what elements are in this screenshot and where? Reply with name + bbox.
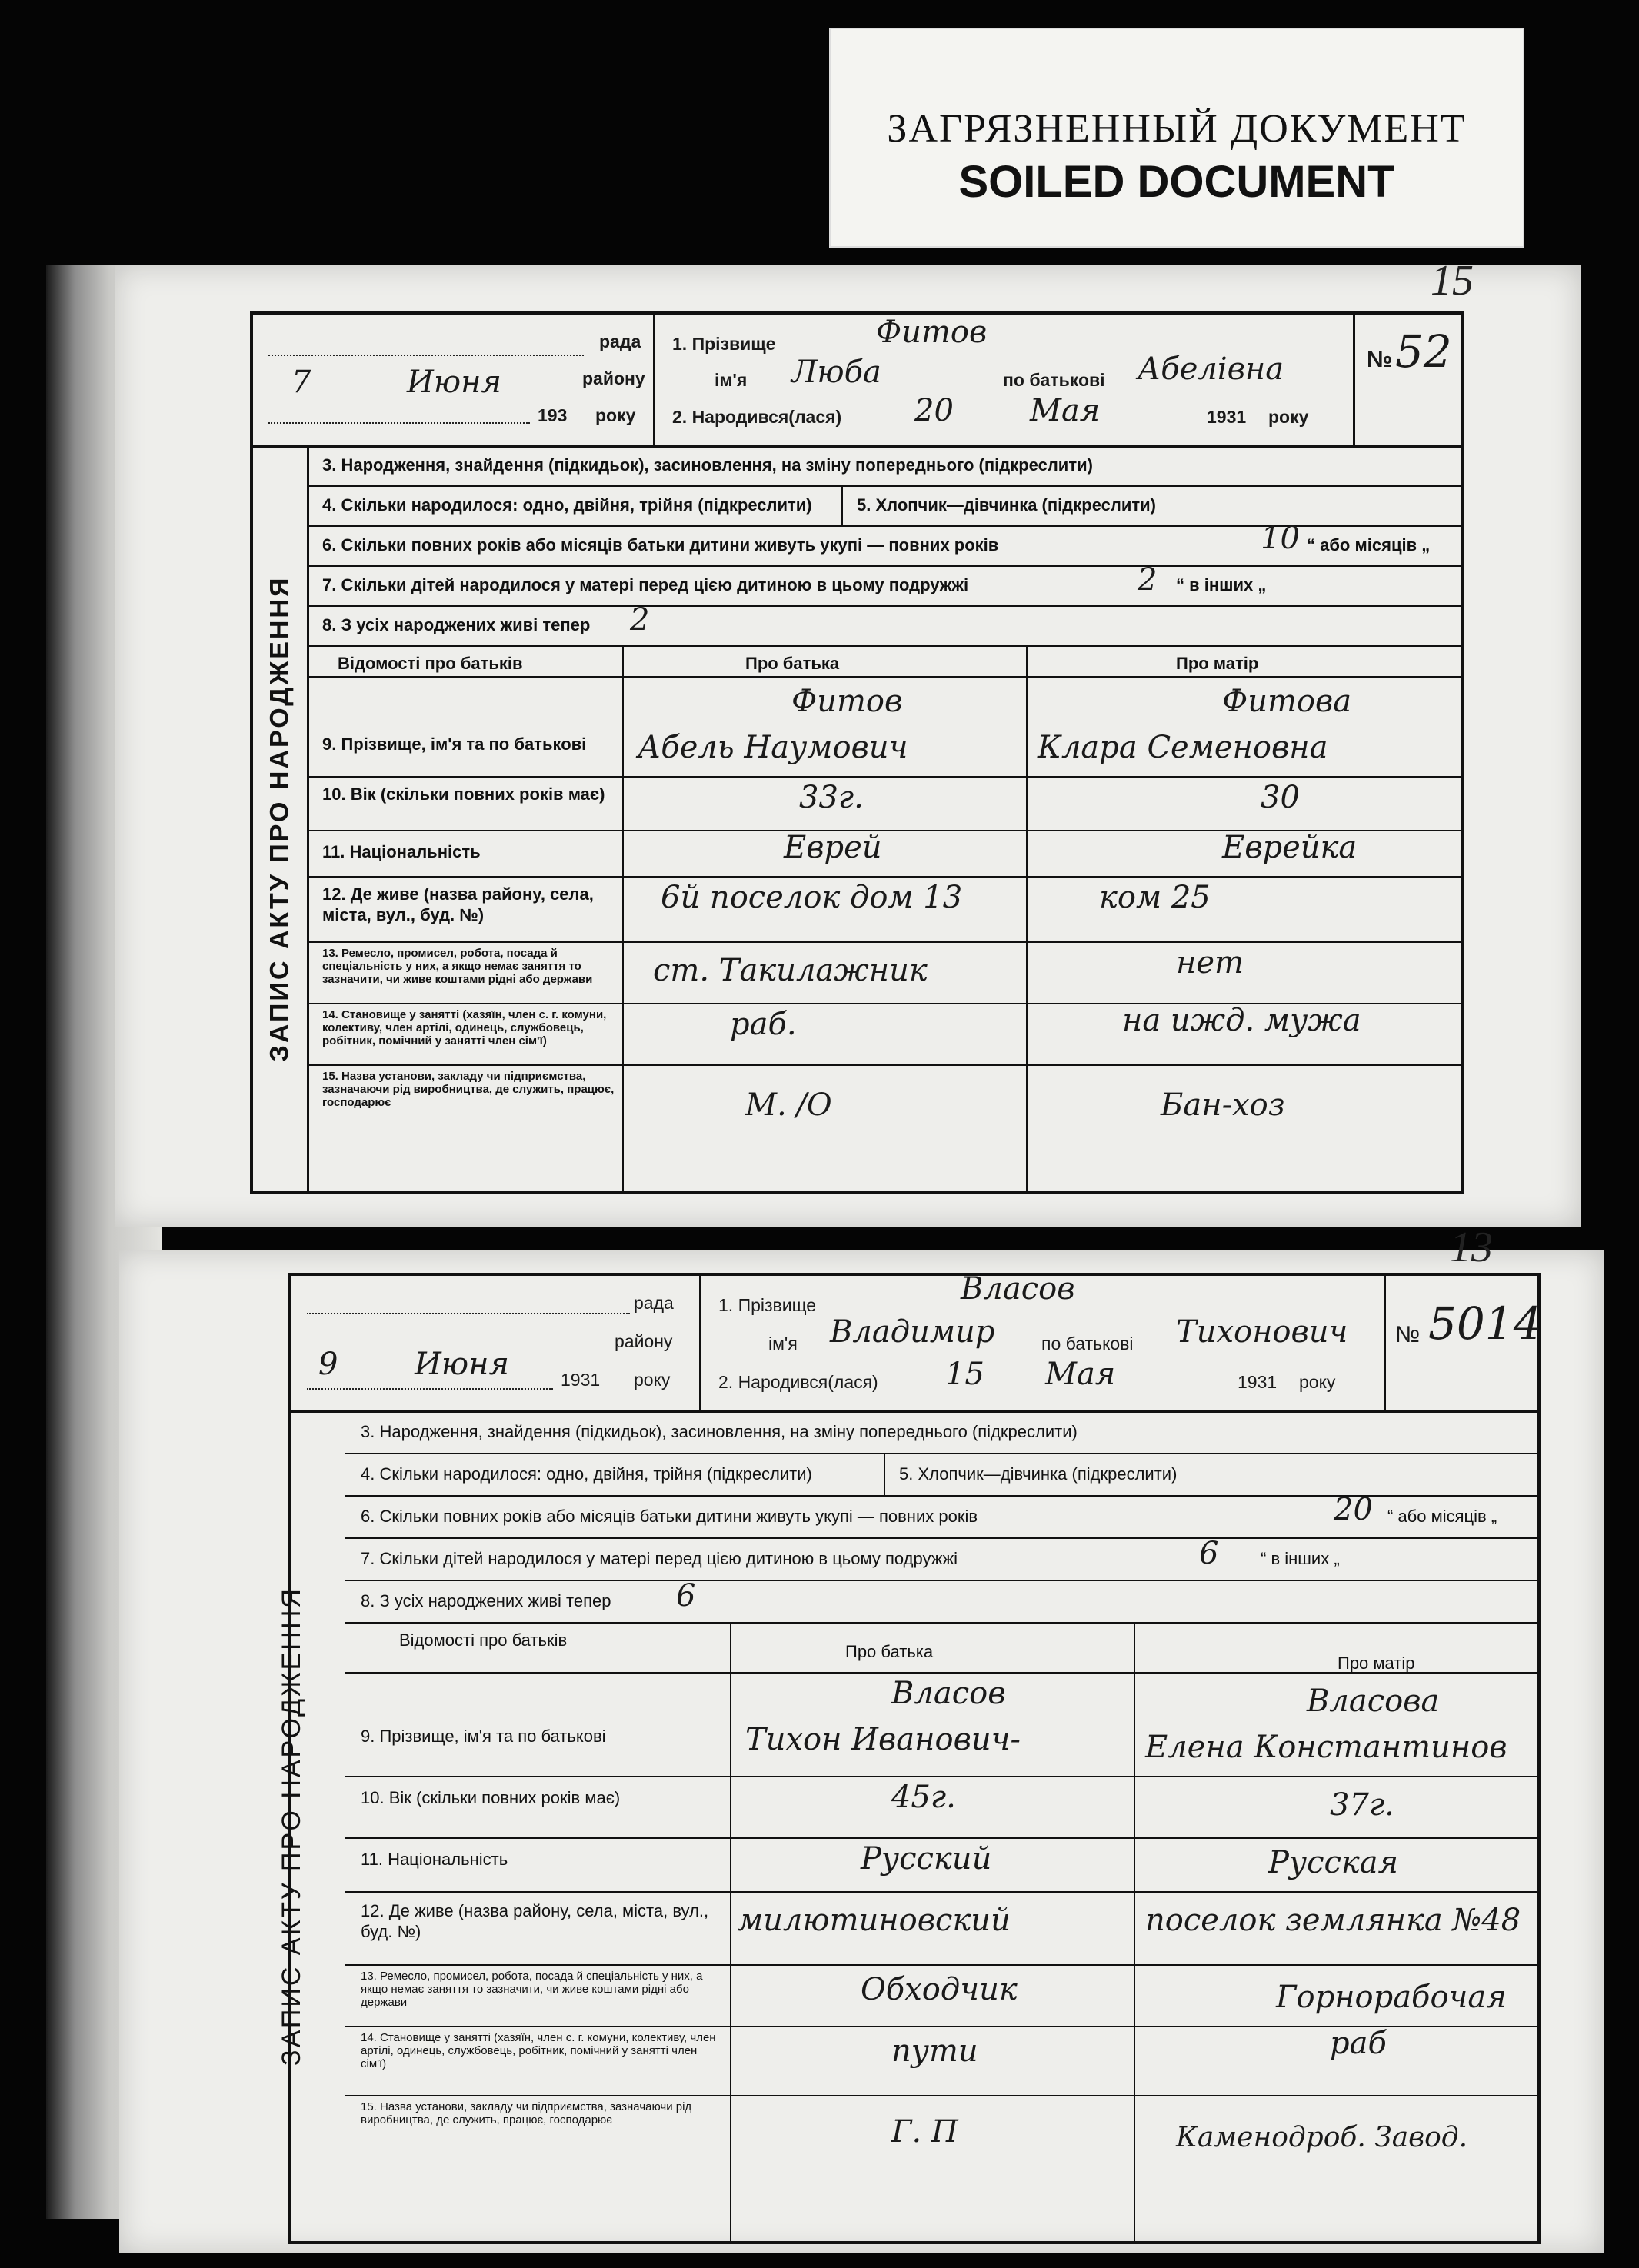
alive-now: 2 [630,602,650,638]
act-number: 5014 [1428,1297,1542,1350]
row-4-text: 4. Скільки народилося: одно, двійня, трійня (підкреслити) [361,1464,812,1484]
rada-label: рада [634,1293,674,1313]
act-number: 52 [1395,325,1452,378]
birth-year: 1931 [1207,407,1247,427]
record-page-2 [119,1224,1604,2253]
row-7 [345,1537,1537,1581]
vertical-title-text: ЗАПИС АКТУ ПРО НАРОДЖЕННЯ [276,1586,306,2066]
row-7-text: 7. Скільки дітей народилося у матері перед цією дитиною в цьому подружжі [361,1548,958,1568]
row-3 [307,445,1461,487]
r12-label: 12. Де живе (назва району, села, міста, вул., буд. №) [322,884,594,924]
father-position: раб. [730,1007,797,1042]
father-residence: 6й поселок дом 13 [661,880,963,915]
act-number-label: № [1367,347,1393,372]
years-together: 10 [1261,521,1300,556]
r13-label: 13. Ремесло, промисел, робота, посада й спеціальність у них, а якщо немає заняття то зазначити, чи живе коштами рідні або держави [322,947,593,986]
r11-label: 11. Національність [361,1850,508,1869]
col-father: Про батька [745,654,840,673]
roku-label: року [595,405,636,425]
mother-position: раб [1330,2026,1387,2061]
mother-surname: Фитова [1222,684,1352,719]
child-surname: Власов [961,1271,1075,1307]
rayonu-label: району [615,1331,673,1351]
father-position: пути [891,2033,978,2069]
mother-employer: Каменодроб. Завод. [1176,2122,1468,2153]
birth-year-suffix: року [1299,1372,1336,1392]
mother-occupation: нет [1176,945,1244,981]
r11-label: 11. Національність [322,842,481,861]
father-surname: Фитов [791,684,903,719]
col-father: Про батька [845,1642,934,1661]
r10-label: 10. Вік (скільки повних років має) [361,1788,621,1807]
row-5-text: 5. Хлопчик—дівчинка (підкреслити) [899,1464,1178,1484]
row-3-text: 3. Народження, знайдення (підкидьок), засиновлення, на зміну попереднього (підкреслити) [361,1421,1078,1441]
act-number-label: № [1395,1322,1421,1347]
mother-residence: поселок землянка №48 [1145,1903,1521,1938]
father-age: 33г. [799,780,864,815]
father-given: Абель Наумович [638,730,908,765]
mother-employer: Бан-хоз [1161,1087,1285,1123]
father-occupation: ст. Такилажник [653,953,928,988]
row-4-text: 4. Скільки народилося: одно, двійня, трійня (підкреслити) [322,495,812,515]
birth-month: Мая [1030,393,1101,428]
year-prefix: 193 [538,405,568,425]
r14-label: 14. Становище у занятті (хазяїн, член с. г. комуни, колективу, член артілі, одинець, службовець, робітник, помічний у занятті член сім'ї) [322,1008,607,1047]
rada-label: рада [599,331,641,351]
vertical-title [265,1410,318,2241]
row-3 [345,1410,1537,1454]
row-6-text: 6. Скільки повних років або місяців батьки дитини живуть укупі — повних років [322,535,999,555]
child-patronymic: Абелівна [1138,351,1284,387]
prior-children: 2 [1138,562,1158,598]
record-header [253,315,1461,448]
name-label: ім'я [715,370,748,390]
alive-now: 6 [676,1578,696,1614]
mother-residence: ком 25 [1099,880,1211,915]
mother-age: 30 [1261,780,1300,815]
row-4-5 [345,1453,1537,1497]
row-8 [307,602,1461,647]
born-label: 2. Народився(лася) [672,407,842,427]
mother-given: Клара Семеновна [1038,730,1328,765]
label-english: SOILED DOCUMENT [958,157,1395,207]
father-employer: Г. П [891,2114,958,2150]
patronymic-label: по батькові [1041,1334,1134,1354]
page-number: 13 [1450,1224,1493,1271]
mother-surname: Власова [1307,1684,1440,1719]
father-occupation: Обходчик [861,1972,1018,2007]
registration-month: Июня [415,1347,509,1382]
mother-nationality: Русская [1268,1845,1399,1880]
r9-label: 9. Прізвище, ім'я та по батькові [322,734,587,754]
prior-children: 6 [1199,1536,1219,1571]
father-employer: М. /О [745,1087,832,1123]
father-nationality: Русский [861,1841,992,1877]
col-mother: Про матір [1176,654,1259,673]
label-russian: ЗАГРЯЗНЕННЫЙ ДОКУМЕНТ [887,107,1467,151]
father-age: 45г. [891,1780,956,1815]
father-surname: Власов [891,1676,1006,1711]
row-6 [307,521,1461,567]
vertical-title-text: ЗАПИС АКТУ ПРО НАРОДЖЕННЯ [265,575,295,1061]
father-nationality: Еврей [784,830,882,865]
r13-label: 13. Ремесло, промисел, робота, посада й спеціальність у них, а якщо немає заняття то зазначити, чи живе коштами рідні або держави [361,1970,703,2009]
mother-position: на ижд. мужа [1122,1003,1361,1038]
soiled-document-label [831,29,1523,246]
roku-label: року [634,1370,671,1390]
rayonu-label: району [582,368,645,388]
row-5-text: 5. Хлопчик—дівчинка (підкреслити) [857,495,1157,515]
born-label: 2. Народився(лася) [718,1372,878,1392]
father-given: Тихон Иванович- [745,1722,1021,1757]
child-surname: Фитов [876,315,988,350]
surname-label: 1. Прізвище [672,334,776,354]
name-label: ім'я [768,1334,798,1354]
row-8-text: 8. З усіх народжених живі тепер [361,1590,611,1610]
r12-label: 12. Де живе (назва району, села, міста, вул., буд. №) [361,1901,709,1941]
col-parent-info: Відомості про батьків [338,654,523,673]
row-6-end: “ або місяців „ [1387,1506,1497,1526]
birth-year: 1931 [1238,1372,1278,1392]
row-8-text: 8. З усіх народжених живі тепер [322,615,591,634]
row-3-text: 3. Народження, знайдення (підкидьок), засиновлення, на зміну попереднього (підкреслити) [322,455,1093,475]
mother-nationality: Еврейка [1222,830,1358,865]
patronymic-label: по батькові [1003,370,1105,390]
years-together: 20 [1334,1492,1373,1527]
registration-day: 9 [318,1347,338,1382]
row-7 [307,562,1461,607]
birth-year-suffix: року [1268,407,1309,427]
mother-given: Елена Константинов [1145,1730,1507,1765]
row-8 [345,1580,1537,1624]
birth-record-card [276,1271,1542,2244]
row-7-end: “ в інших „ [1261,1548,1340,1568]
birth-record-card [250,311,1464,1194]
child-name: Люба [791,355,881,390]
child-patronymic: Тихонович [1176,1314,1348,1350]
mother-occupation: Горнорабочая [1276,1980,1507,2015]
r14-label: 14. Становище у занятті (хазяїн, член с. г. комуни, колективу, член артілі, одинець, службовець, робітник, помічний у занятті член сім'ї) [361,2031,716,2070]
record-page-1 [115,257,1581,1227]
row-7-end: “ в інших „ [1176,575,1267,594]
r9-label: 9. Прізвище, ім'я та по батькові [361,1727,606,1746]
registration-day: 7 [291,365,311,400]
r15-label: 15. Назва установи, закладу чи підприємства, зазначаючи рід виробництва, де служить, працює, господарює [322,1070,615,1109]
col-parent-info: Відомості про батьків [399,1630,568,1650]
page-number: 15 [1431,257,1474,305]
mother-age: 37г. [1330,1787,1394,1823]
r10-label: 10. Вік (скільки повних років має) [322,784,605,804]
surname-label: 1. Прізвище [718,1295,817,1315]
row-6-end: “ або місяців „ [1307,535,1431,555]
registration-year: 1931 [561,1370,601,1390]
birth-month: Мая [1045,1357,1116,1392]
row-6 [345,1492,1537,1539]
col-mother: Про матір [1338,1654,1415,1673]
birth-day: 20 [914,393,954,428]
registration-month: Июня [407,365,501,400]
birth-day: 15 [945,1357,984,1392]
father-residence: милютиновский [738,1903,1011,1938]
row-7-text: 7. Скільки дітей народилося у матері перед цією дитиною в цьому подружжі [322,575,969,594]
record-header [291,1271,1542,1413]
child-name: Владимир [830,1314,995,1350]
vertical-title [253,445,309,1191]
r15-label: 15. Назва установи, закладу чи підприємства, зазначаючи рід виробництва, де служить, працює, господарює [361,2100,692,2126]
row-6-text: 6. Скільки повних років або місяців батьки дитини живуть укупі — повних років [361,1506,978,1526]
